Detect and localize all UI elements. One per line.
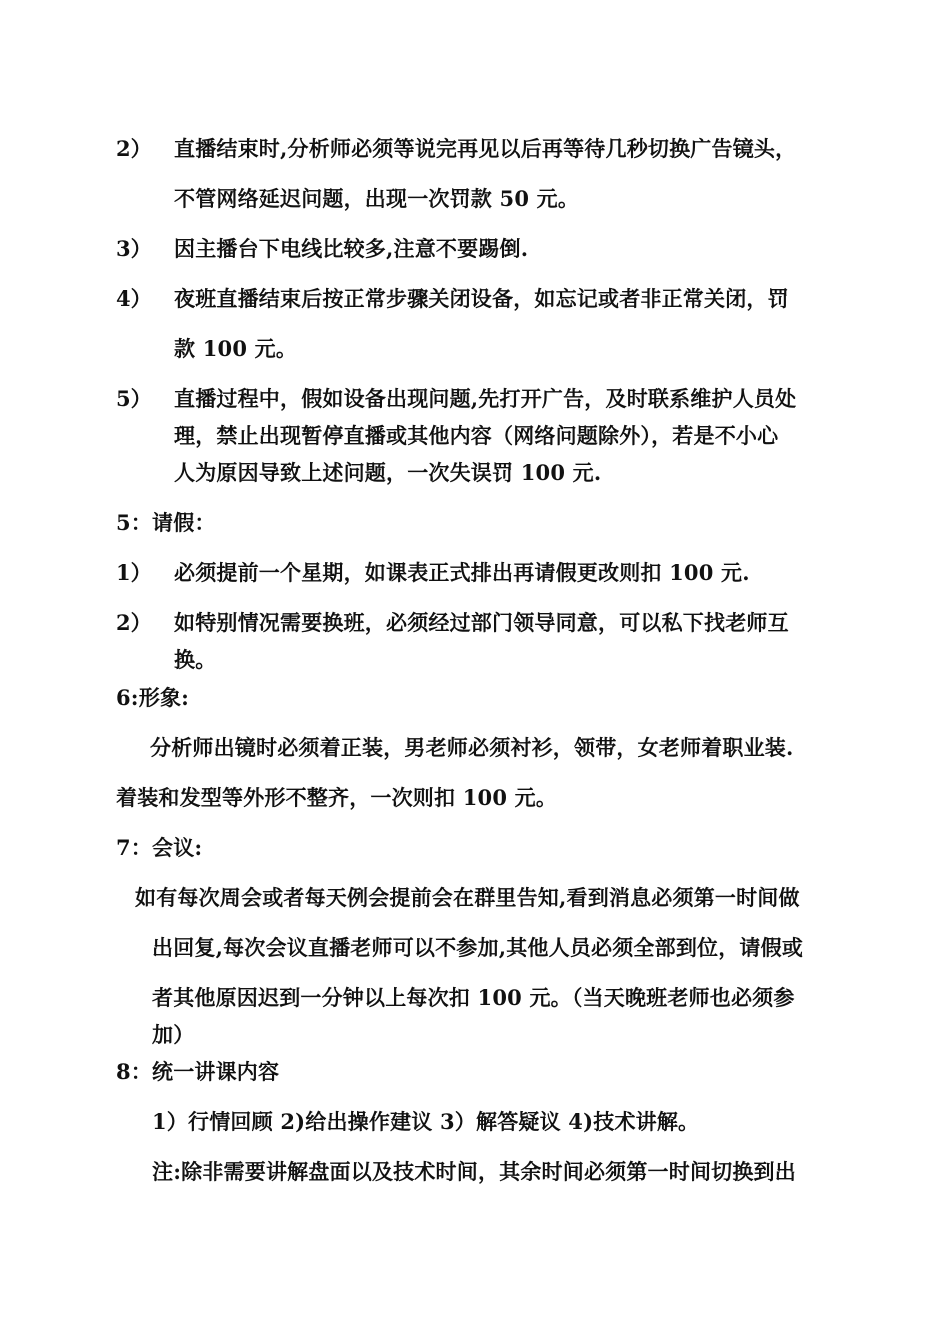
section-heading: 5：请假： [116, 510, 216, 535]
item-number: 3） [116, 236, 152, 261]
paragraph-line: 夜班直播结束后按正常步骤关闭设备，如忘记或者非正常关闭，罚 [174, 286, 789, 311]
paragraph-line: 人为原因导致上述问题，一次失误罚 100 元. [174, 460, 602, 485]
paragraph-line: 着装和发型等外形不整齐，一次则扣 100 元。 [116, 785, 558, 810]
paragraph-line: 如有每次周会或者每天例会提前会在群里告知,看到消息必须第一时间做 [135, 885, 800, 910]
item-number: 1） [116, 560, 152, 585]
paragraph-line: 不管网络延迟问题，出现一次罚款 50 元。 [174, 186, 580, 211]
section-heading: 8：统一讲课内容 [116, 1059, 280, 1084]
paragraph-line: 直播过程中，假如设备出现问题,先打开广告，及时联系维护人员处 [174, 386, 797, 411]
paragraph-line: 必须提前一个星期，如课表正式排出再请假更改则扣 100 元. [174, 560, 750, 585]
section-heading: 7：会议: [116, 835, 203, 860]
item-number: 4） [116, 286, 152, 311]
paragraph-line: 如特别情况需要换班，必须经过部门领导同意，可以私下找老师互 [174, 610, 789, 635]
paragraph-line: 直播结束时,分析师必须等说完再见以后再等待几秒切换广告镜头， [174, 136, 797, 161]
item-number: 5） [116, 386, 152, 411]
paragraph-line: 换。 [174, 647, 217, 672]
paragraph-line: 分析师出镜时必须着正装，男老师必须衬衫，领带，女老师着职业装. [150, 735, 794, 760]
paragraph-line: 理，禁止出现暂停直播或其他内容（网络问题除外），若是不小心 [174, 423, 779, 448]
section-heading: 6:形象: [116, 685, 190, 710]
paragraph-line: 注:除非需要讲解盘面以及技术时间，其余时间必须第一时间切换到出 [152, 1159, 796, 1184]
paragraph-line: 出回复,每次会议直播老师可以不参加,其他人员必须全部到位，请假或 [152, 935, 804, 960]
item-number: 2） [116, 136, 152, 161]
paragraph-line: 因主播台下电线比较多,注意不要踢倒. [174, 236, 529, 261]
paragraph-line: 款 100 元。 [174, 336, 298, 361]
item-number: 2） [116, 610, 152, 635]
paragraph-line: 加） [152, 1022, 195, 1047]
paragraph-line: 者其他原因迟到一分钟以上每次扣 100 元。（当天晚班老师也必须参 [152, 985, 795, 1010]
paragraph-line: 1）行情回顾 2)给出操作建议 3）解答疑议 4)技术讲解。 [152, 1109, 700, 1134]
